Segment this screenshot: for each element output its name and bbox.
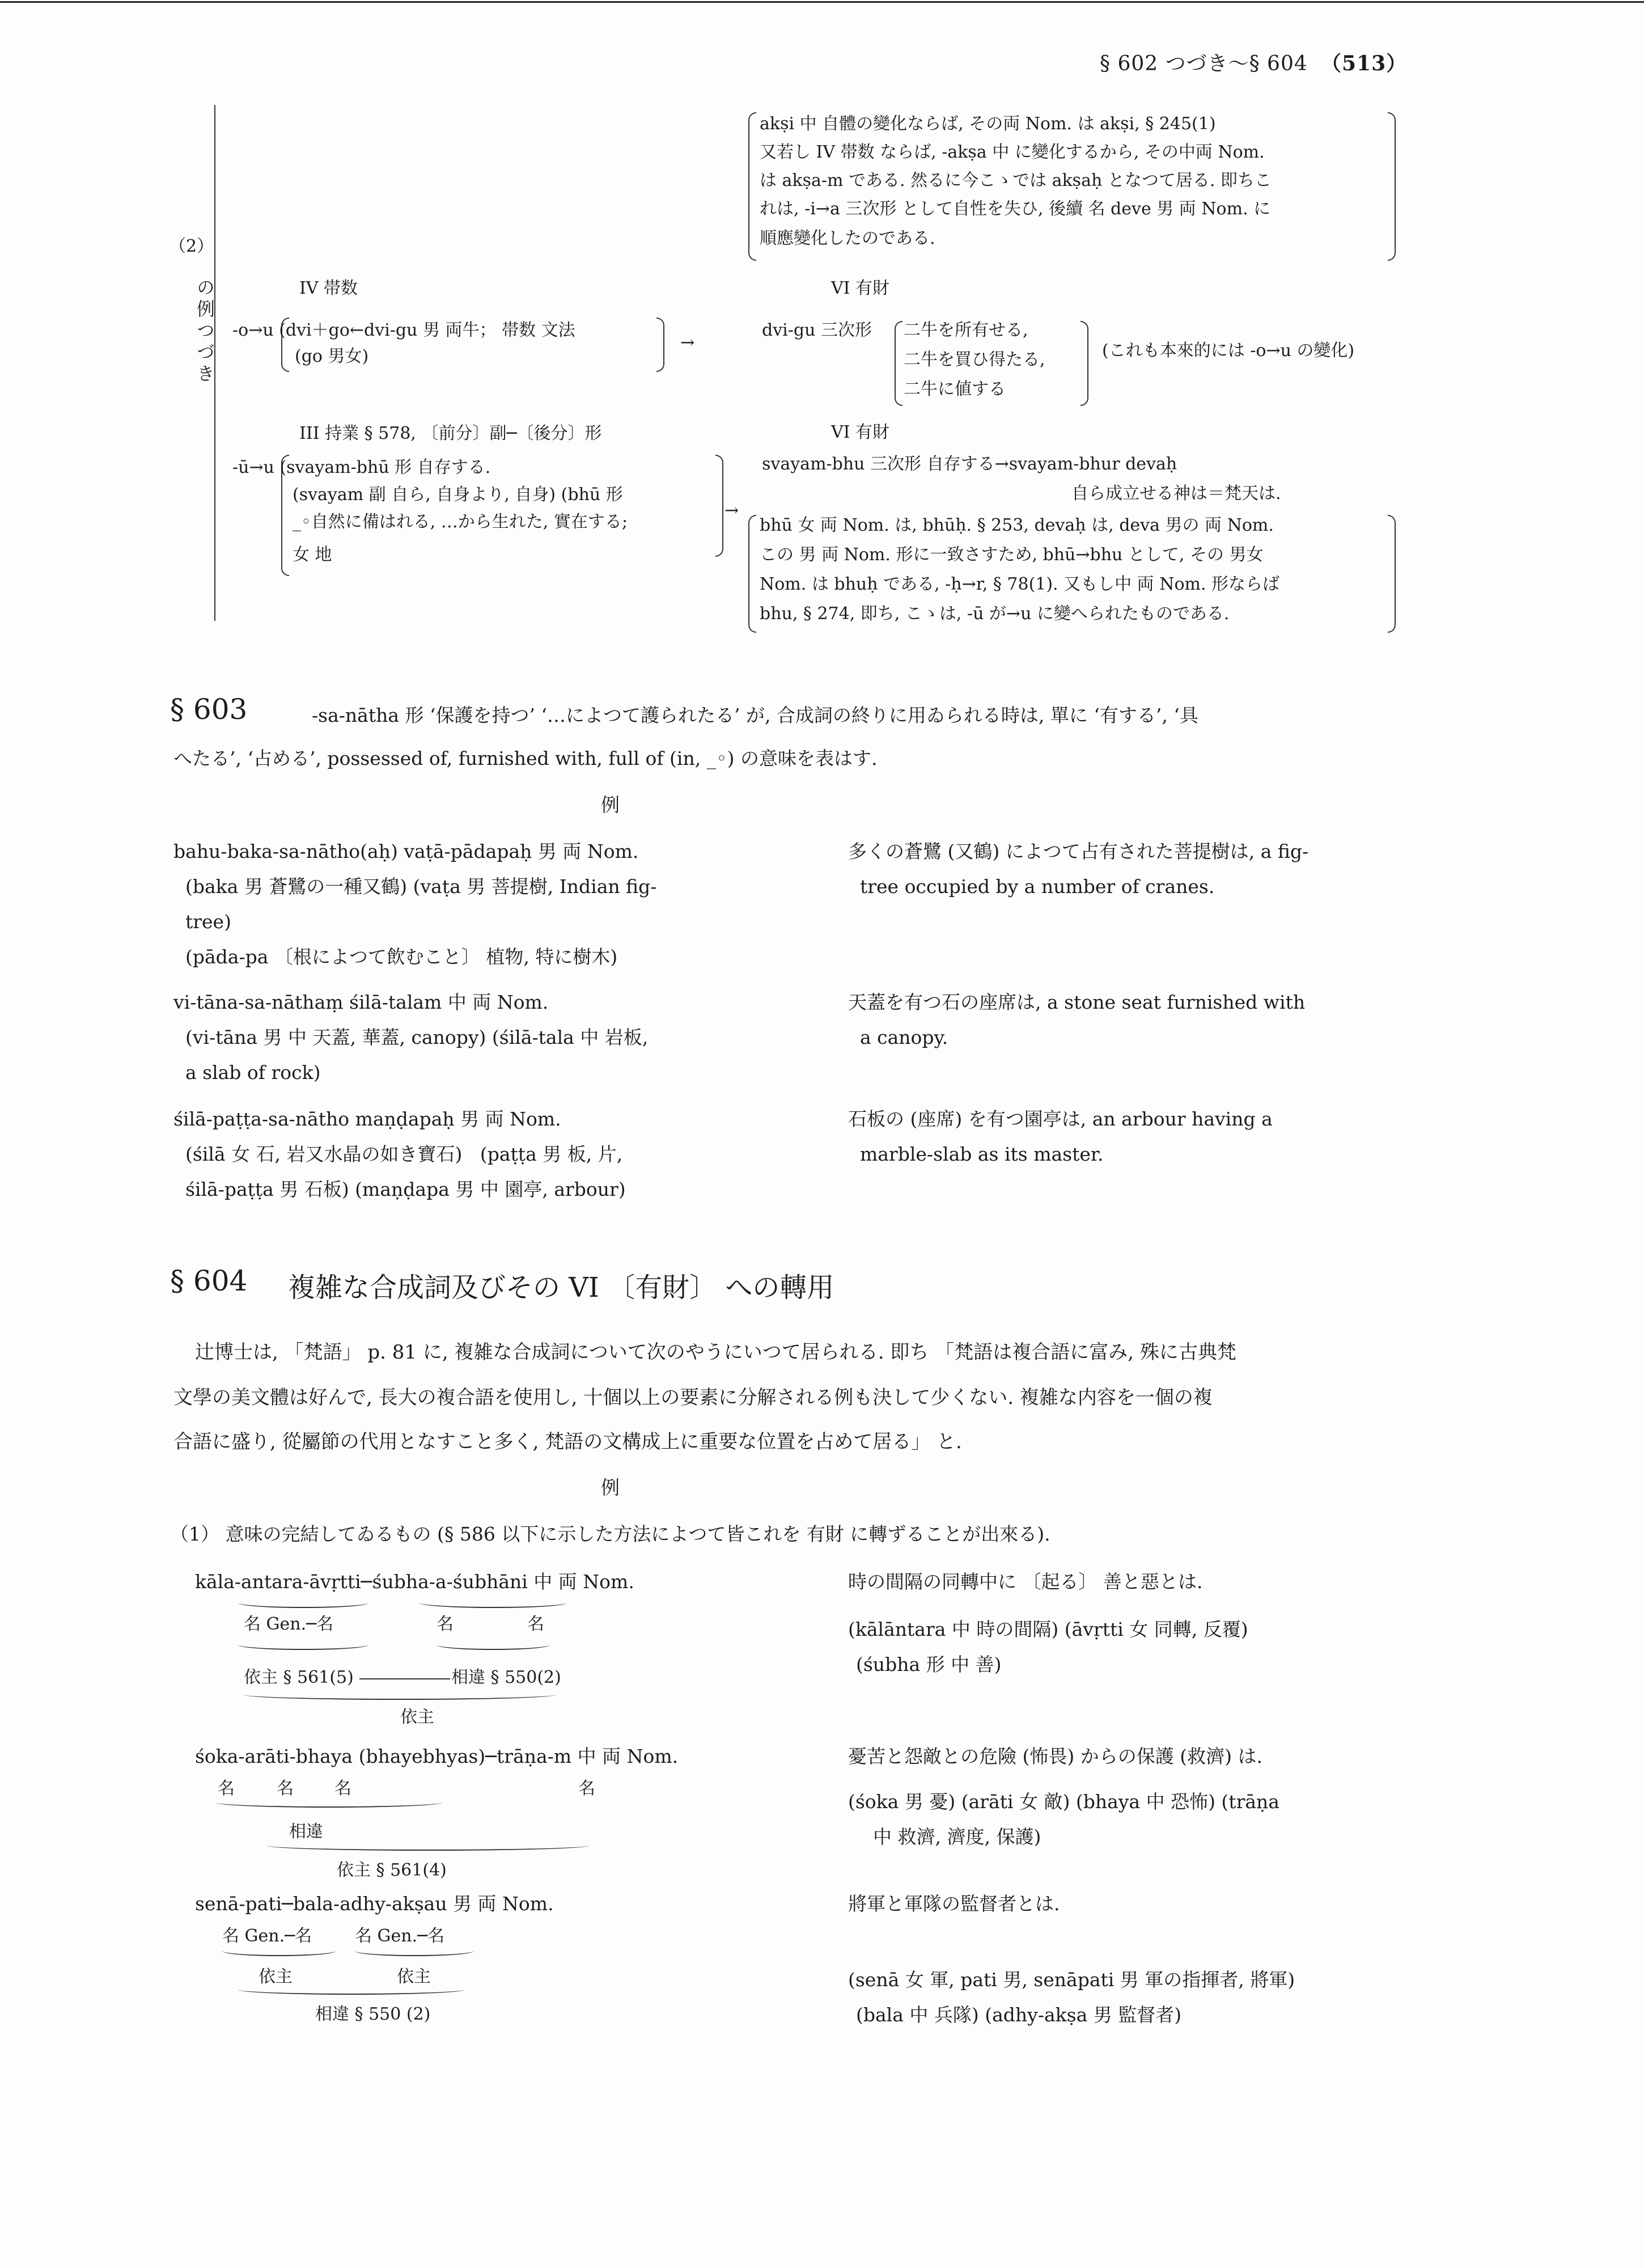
s604-para-2: 文學の美文體は好んで, 長大の複合語を使用し, 十個以上の要素に分解される例も決して少くない. 複雑な内容を一個の複 bbox=[173, 1386, 1213, 1409]
s604-title: 複雑な合成詞及びその VI 〔有財〕 への轉用 bbox=[288, 1272, 834, 1304]
r2-brace-right bbox=[1081, 321, 1088, 406]
s604-number: § 604 bbox=[170, 1264, 248, 1297]
page-number: （513） bbox=[1321, 52, 1408, 75]
iv-heading: IV 帯数 bbox=[299, 278, 358, 298]
e2-underbrace-b bbox=[266, 1840, 590, 1851]
iii-line-4: 女 地 bbox=[293, 545, 332, 565]
e3-right-title: 將軍と軍隊の監督者とは. bbox=[848, 1893, 1060, 1915]
r2-note: (これも本來的には -o→u の變化) bbox=[1102, 341, 1355, 361]
e3-c1: 相違 § 550 (2) bbox=[315, 2004, 431, 2024]
e1-connector bbox=[359, 1678, 450, 1679]
e3-main: senā-pati─bala-adhy-akṣau 男 両 Nom. bbox=[195, 1893, 554, 1915]
s604-para-3: 合語に盛り, 從屬節の代用となすこと多く, 梵語の文構成上に重要な位置を占めて居る」 と. bbox=[173, 1431, 962, 1453]
r2-line-2: 二牛を買ひ得たる, bbox=[904, 350, 1045, 370]
e1-underbrace-a bbox=[238, 1598, 368, 1608]
e1-underbrace-e bbox=[244, 1690, 556, 1700]
r2-heading: VI 有財 bbox=[831, 278, 890, 298]
ex2-right-1: 天蓋を有つ石の座席は, a stone seat furnished with bbox=[848, 991, 1306, 1013]
r1-line-4: れは, -i→a 三次形 として自性を失ひ, 後續 名 deve 男 両 Nom. に bbox=[760, 199, 1271, 219]
right-brace-4-right bbox=[1388, 515, 1396, 633]
right-brace-1-right bbox=[1388, 112, 1396, 261]
e3-right-note-1: (senā 女 軍, pati 男, senāpati 男 軍の指揮者, 將軍) bbox=[848, 1969, 1295, 1991]
s603-line-1: -sa-nātha 形 ‘保護を持つ’ ‘…によつて護られたる’ が, 合成詞の終りに用ゐられる時は, 單に ‘有する’, ‘具 bbox=[312, 704, 1198, 726]
r3-line-1: svayam-bhu 三次形 自存する→svayam-bhur devaḥ bbox=[762, 454, 1177, 474]
r4-line-2: この 男 両 Nom. 形に一致さすため, bhū→bhu として, その 男女 bbox=[760, 545, 1264, 565]
iii-line-2: (svayam 副 自ら, 自身より, 自身) (bhū 形 bbox=[293, 485, 623, 505]
e1-a2: 名 bbox=[437, 1614, 454, 1634]
r4-line-1: bhū 女 両 Nom. は, bhūḥ. § 253, devaḥ は, deva 男の 両 Nom. bbox=[760, 515, 1274, 535]
e2-a3: 名 bbox=[334, 1779, 351, 1799]
iv-arrow: → bbox=[680, 333, 695, 353]
e2-a1: 名 bbox=[218, 1779, 235, 1799]
e1-right-note-1: (kālāntara 中 時の間隔) (āvṛtti 女 同轉, 反覆) bbox=[848, 1618, 1248, 1640]
e1-a3: 名 bbox=[527, 1614, 544, 1634]
right-brace-4-left bbox=[748, 515, 756, 633]
ex2-left-1: vi-tāna-sa-nāthaṃ śilā-talam 中 両 Nom. bbox=[173, 991, 549, 1013]
r1-line-3: は akṣa-m である. 然るに今こゝでは akṣaḥ となつて居る. 即ちこ bbox=[760, 171, 1272, 191]
ex3-left-2: (śilā 女 石, 岩又水晶の如き寶石) (paṭṭa 男 板, 片, bbox=[173, 1143, 623, 1165]
ex1-left-1: bahu-baka-sa-nātho(aḥ) vaṭā-pādapaḥ 男 両 Nom. bbox=[173, 840, 639, 862]
r3-line-2: 自ら成立せる神は＝梵天は. bbox=[1071, 484, 1281, 503]
iv-line-2: (go 男女) bbox=[295, 346, 369, 366]
iii-brace-right bbox=[715, 455, 723, 557]
r1-line-5: 順應變化したのである. bbox=[760, 229, 935, 248]
iii-arrow: → bbox=[724, 501, 739, 521]
ex3-right-2: marble-slab as its master. bbox=[848, 1143, 1104, 1165]
s603-example-heading: 例 bbox=[601, 794, 620, 816]
e2-a4: 名 bbox=[578, 1779, 595, 1799]
e3-a1: 名 Gen.─名 bbox=[222, 1926, 312, 1946]
side-label: （2） bbox=[169, 236, 214, 256]
e3-underbrace-b bbox=[355, 1946, 474, 1956]
e2-main: śoka-arāti-bhaya (bhayebhyas)─trāṇa-m 中 両 Nom. bbox=[195, 1745, 679, 1767]
e3-right-note-2: (bala 中 兵隊) (adhy-akṣa 男 監督者) bbox=[856, 2004, 1182, 2026]
e2-underbrace-a bbox=[215, 1797, 442, 1808]
iii-line-1: -ū→u (svayam-bhū 形 自存する. bbox=[232, 458, 491, 477]
iii-line-3: _◦自然に備はれる, …から生れた, 實在する; bbox=[293, 512, 628, 532]
s604-para-1: 辻博士は, 「梵語」 p. 81 に, 複雑な合成詞について次のやうにいつて居られる. 即ち 「梵語は複合語に富み, 殊に古典梵 bbox=[195, 1341, 1236, 1364]
s603-number: § 603 bbox=[170, 693, 248, 726]
e1-b1: 依主 § 561(5) bbox=[244, 1668, 354, 1687]
e3-b1: 依主 bbox=[259, 1967, 293, 1987]
e3-underbrace-c bbox=[238, 1984, 465, 1995]
right-brace-1-left bbox=[748, 112, 756, 261]
running-head: § 602 つづき～§ 604 bbox=[1100, 52, 1308, 75]
r4-line-3: Nom. は bhuḥ である, -ḥ→r, § 78(1). 又もし中 両 Nom. 形ならば bbox=[760, 574, 1280, 594]
ex1-left-3: tree) bbox=[173, 911, 231, 933]
r2-brace-left bbox=[895, 321, 902, 406]
e1-right-note-2: (śubha 形 中 善) bbox=[856, 1653, 1002, 1675]
r1-line-2: 又若し IV 帯数 ならば, -akṣa 中 に變化するから, その中両 Nom. bbox=[760, 142, 1265, 162]
ex2-left-2: (vi-tāna 男 中 天蓋, 華蓋, canopy) (śilā-tala 中 岩板, bbox=[173, 1026, 649, 1048]
e1-underbrace-d bbox=[437, 1640, 550, 1650]
ex1-left-4: (pāda-pa 〔根によつて飲むこと〕 植物, 特に樹木) bbox=[173, 946, 618, 968]
r2-line-1: 二牛を所有せる, bbox=[904, 320, 1028, 340]
s603-line-2: へたる’, ‘占める’, possessed of, furnished with, full of (in, _◦) の意味を表はす. bbox=[173, 747, 878, 769]
e1-a1: 名 Gen.─名 bbox=[244, 1614, 334, 1634]
e2-c1: 依主 § 561(4) bbox=[337, 1860, 447, 1880]
ex3-right-1: 石板の (座席) を有つ園亭は, an arbour having a bbox=[848, 1108, 1273, 1130]
iv-brace-right bbox=[656, 318, 664, 372]
e1-b2: 相違 § 550(2) bbox=[451, 1668, 561, 1687]
iii-heading: III 持業 § 578, 〔前分〕副─〔後分〕形 bbox=[299, 424, 602, 443]
e3-b2: 依主 bbox=[397, 1967, 431, 1987]
s604-example-heading: 例 bbox=[601, 1476, 620, 1499]
s604-item-1: （1） 意味の完結してゐるもの (§ 586 以下に示した方法によつて皆これを 有財 に轉ずることが出來る). bbox=[170, 1523, 1050, 1545]
ex3-left-3: śilā-paṭṭa 男 石板) (maṇḍapa 男 中 園亭, arbour) bbox=[173, 1178, 626, 1200]
ex1-right-1: 多くの蒼鷺 (又鶴) によつて占有された菩提樹は, a fig- bbox=[848, 840, 1309, 862]
r2-term: dvi-gu 三次形 bbox=[762, 320, 872, 340]
e1-right-title: 時の間隔の同轉中に 〔起る〕 善と惡とは. bbox=[848, 1571, 1203, 1593]
r2-line-3: 二牛に値する bbox=[904, 379, 1006, 399]
e2-right-note-1: (śoka 男 憂) (arāti 女 敵) (bhaya 中 恐怖) (trāṇa bbox=[848, 1791, 1279, 1813]
e3-underbrace-a bbox=[222, 1946, 336, 1956]
ex2-left-3: a slab of rock) bbox=[173, 1061, 321, 1084]
ex1-left-2: (baka 男 蒼鷺の一種又鶴) (vaṭa 男 菩提樹, Indian fig- bbox=[173, 875, 657, 898]
ex2-right-2: a canopy. bbox=[848, 1026, 948, 1048]
side-vertical-label: の例つづき bbox=[194, 278, 215, 386]
iv-line-1: -o→u (dvi＋go←dvi-gu 男 両牛； 帯数 文法 bbox=[232, 320, 575, 340]
r1-line-1: akṣi 中 自體の變化ならば, その両 Nom. は akṣi, § 245(1) bbox=[760, 114, 1216, 134]
e1-underbrace-b bbox=[420, 1598, 567, 1608]
r3-heading: VI 有財 bbox=[831, 422, 890, 442]
e1-underbrace-c bbox=[238, 1640, 368, 1650]
e1-main: kāla-antara-āvṛtti─śubha-a-śubhāni 中 両 Nom. bbox=[195, 1571, 634, 1593]
e1-c1: 依主 bbox=[400, 1707, 434, 1727]
e2-right-note-2: 中 救濟, 濟度, 保護) bbox=[873, 1826, 1041, 1848]
r4-line-4: bhu, § 274, 即ち, こゝは, -ū が→u に變へられたものである. bbox=[760, 604, 1230, 624]
e2-a2: 名 bbox=[277, 1779, 294, 1799]
ex1-right-2: tree occupied by a number of cranes. bbox=[848, 875, 1215, 898]
top-rule bbox=[0, 1, 1644, 3]
ex3-left-1: śilā-paṭṭa-sa-nātho maṇḍapaḥ 男 両 Nom. bbox=[173, 1108, 561, 1130]
e3-a2: 名 Gen.─名 bbox=[355, 1926, 445, 1946]
e2-b1: 相違 bbox=[289, 1822, 323, 1842]
e2-right-title: 憂苦と怨敵との危險 (怖畏) からの保護 (救濟) は. bbox=[848, 1745, 1262, 1767]
